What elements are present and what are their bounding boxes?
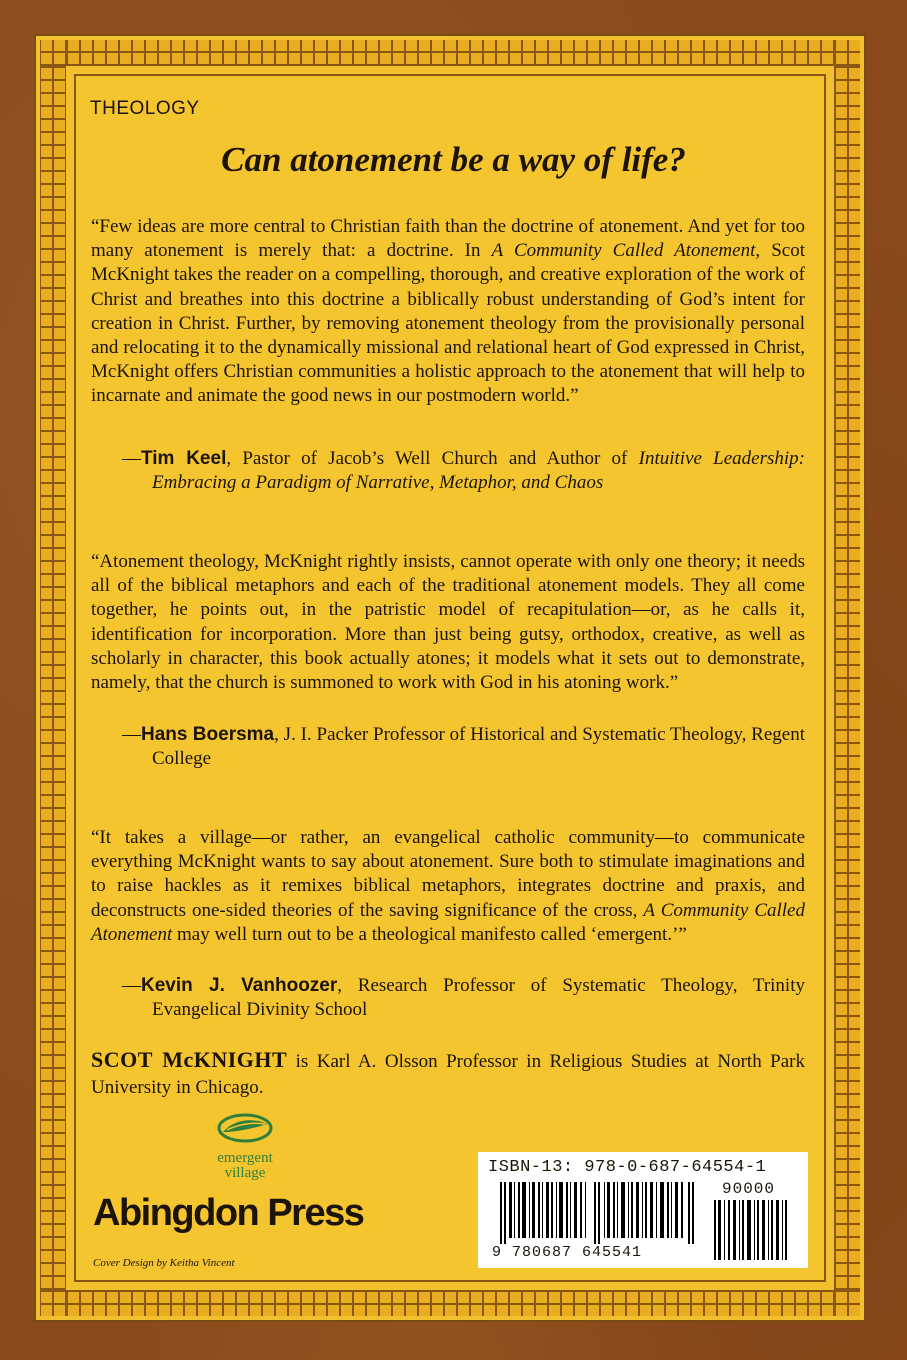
barcode-bars: [500, 1182, 700, 1244]
barcode-addon-bars: [714, 1200, 794, 1260]
cover-credit: Cover Design by Keitha Vincent: [93, 1257, 235, 1269]
publisher-logo: Abingdon Press: [93, 1192, 364, 1234]
quote-3: “It takes a village—or rather, an evangelical catholic community—to communicate everything McKnight wants to say about atonement. Sure both to stimulate imaginations and to raise hackles as it remixes biblical metaphors, integrates doctrine and praxis, and deconstructs one-sided theories of the saving significance of the cross, A Community Called Atonement may well turn out to be a theological manifesto called ‘emergent.’”: [91, 827, 805, 945]
headline: Can atonement be a way of life?: [221, 140, 686, 179]
attribution-3: —Kevin J. Vanhoozer, Research Professor of Systematic Theology, Trinity Evangelical Divinity School: [122, 975, 805, 1021]
barcode-addon-digits: 90000: [722, 1180, 776, 1198]
emergent-village-logo: emergent village: [205, 1110, 285, 1181]
quote-2: “Atonement theology, McKnight rightly insists, cannot operate with only one theory; it needs all of the biblical metaphors and each of the traditional atonement models. They all come together, he points out, in the patristic model of recapitulation—or, as he calls it, identification for incorporation. More than just being gutsy, orthodox, creative, as well as scholarly in character, this book actually atones; it models what it sets out to demonstrate, namely, that the church is summoned to work with God in his atoning work.”: [91, 551, 805, 694]
quote-3-author: Kevin J. Vanhoozer: [141, 975, 338, 996]
quote-1: “Few ideas are more central to Christian faith than the doctrine of atonement. And yet for too many atonement is merely that: a doctrine. In A Community Called Atonement, Scot McKnight takes the reader on a compelling, thorough, and creative exploration of the work of Christ and breathes into this doctrine a biblically robust understanding of God’s intent for creation in Christ. Further, by removing atonement theology from the provisionally personal and relocating it to the dynamically missional and relational heart of God expressed in Christ, McKnight offers Christian communities a holistic approach to the atonement that will help to incarnate and animate the good news in our postmodern world.”: [91, 216, 805, 407]
category-label: THEOLOGY: [90, 98, 200, 119]
author-bio: SCOT McKNIGHT is Karl A. Olsson Professor in Religious Studies at North Park University in Chicago.: [91, 1047, 805, 1098]
quote-2-author: Hans Boersma: [141, 724, 275, 745]
quote-1-author: Tim Keel: [141, 448, 227, 469]
attribution-2: —Hans Boersma, J. I. Packer Professor of Historical and Systematic Theology, Regent College: [122, 724, 805, 770]
attribution-1: —Tim Keel, Pastor of Jacob’s Well Church and Author of Intuitive Leadership: Embracing a Paradigm of Narrative, Metaphor, and Chaos: [122, 448, 806, 494]
leaf-icon: [215, 1110, 275, 1146]
isbn-barcode: [478, 1152, 808, 1268]
author-name: SCOT McKNIGHT: [91, 1047, 288, 1072]
barcode-digits: 9 780687 645541: [492, 1244, 643, 1261]
isbn-label: ISBN-13: 978-0-687-64554-1: [488, 1158, 767, 1177]
